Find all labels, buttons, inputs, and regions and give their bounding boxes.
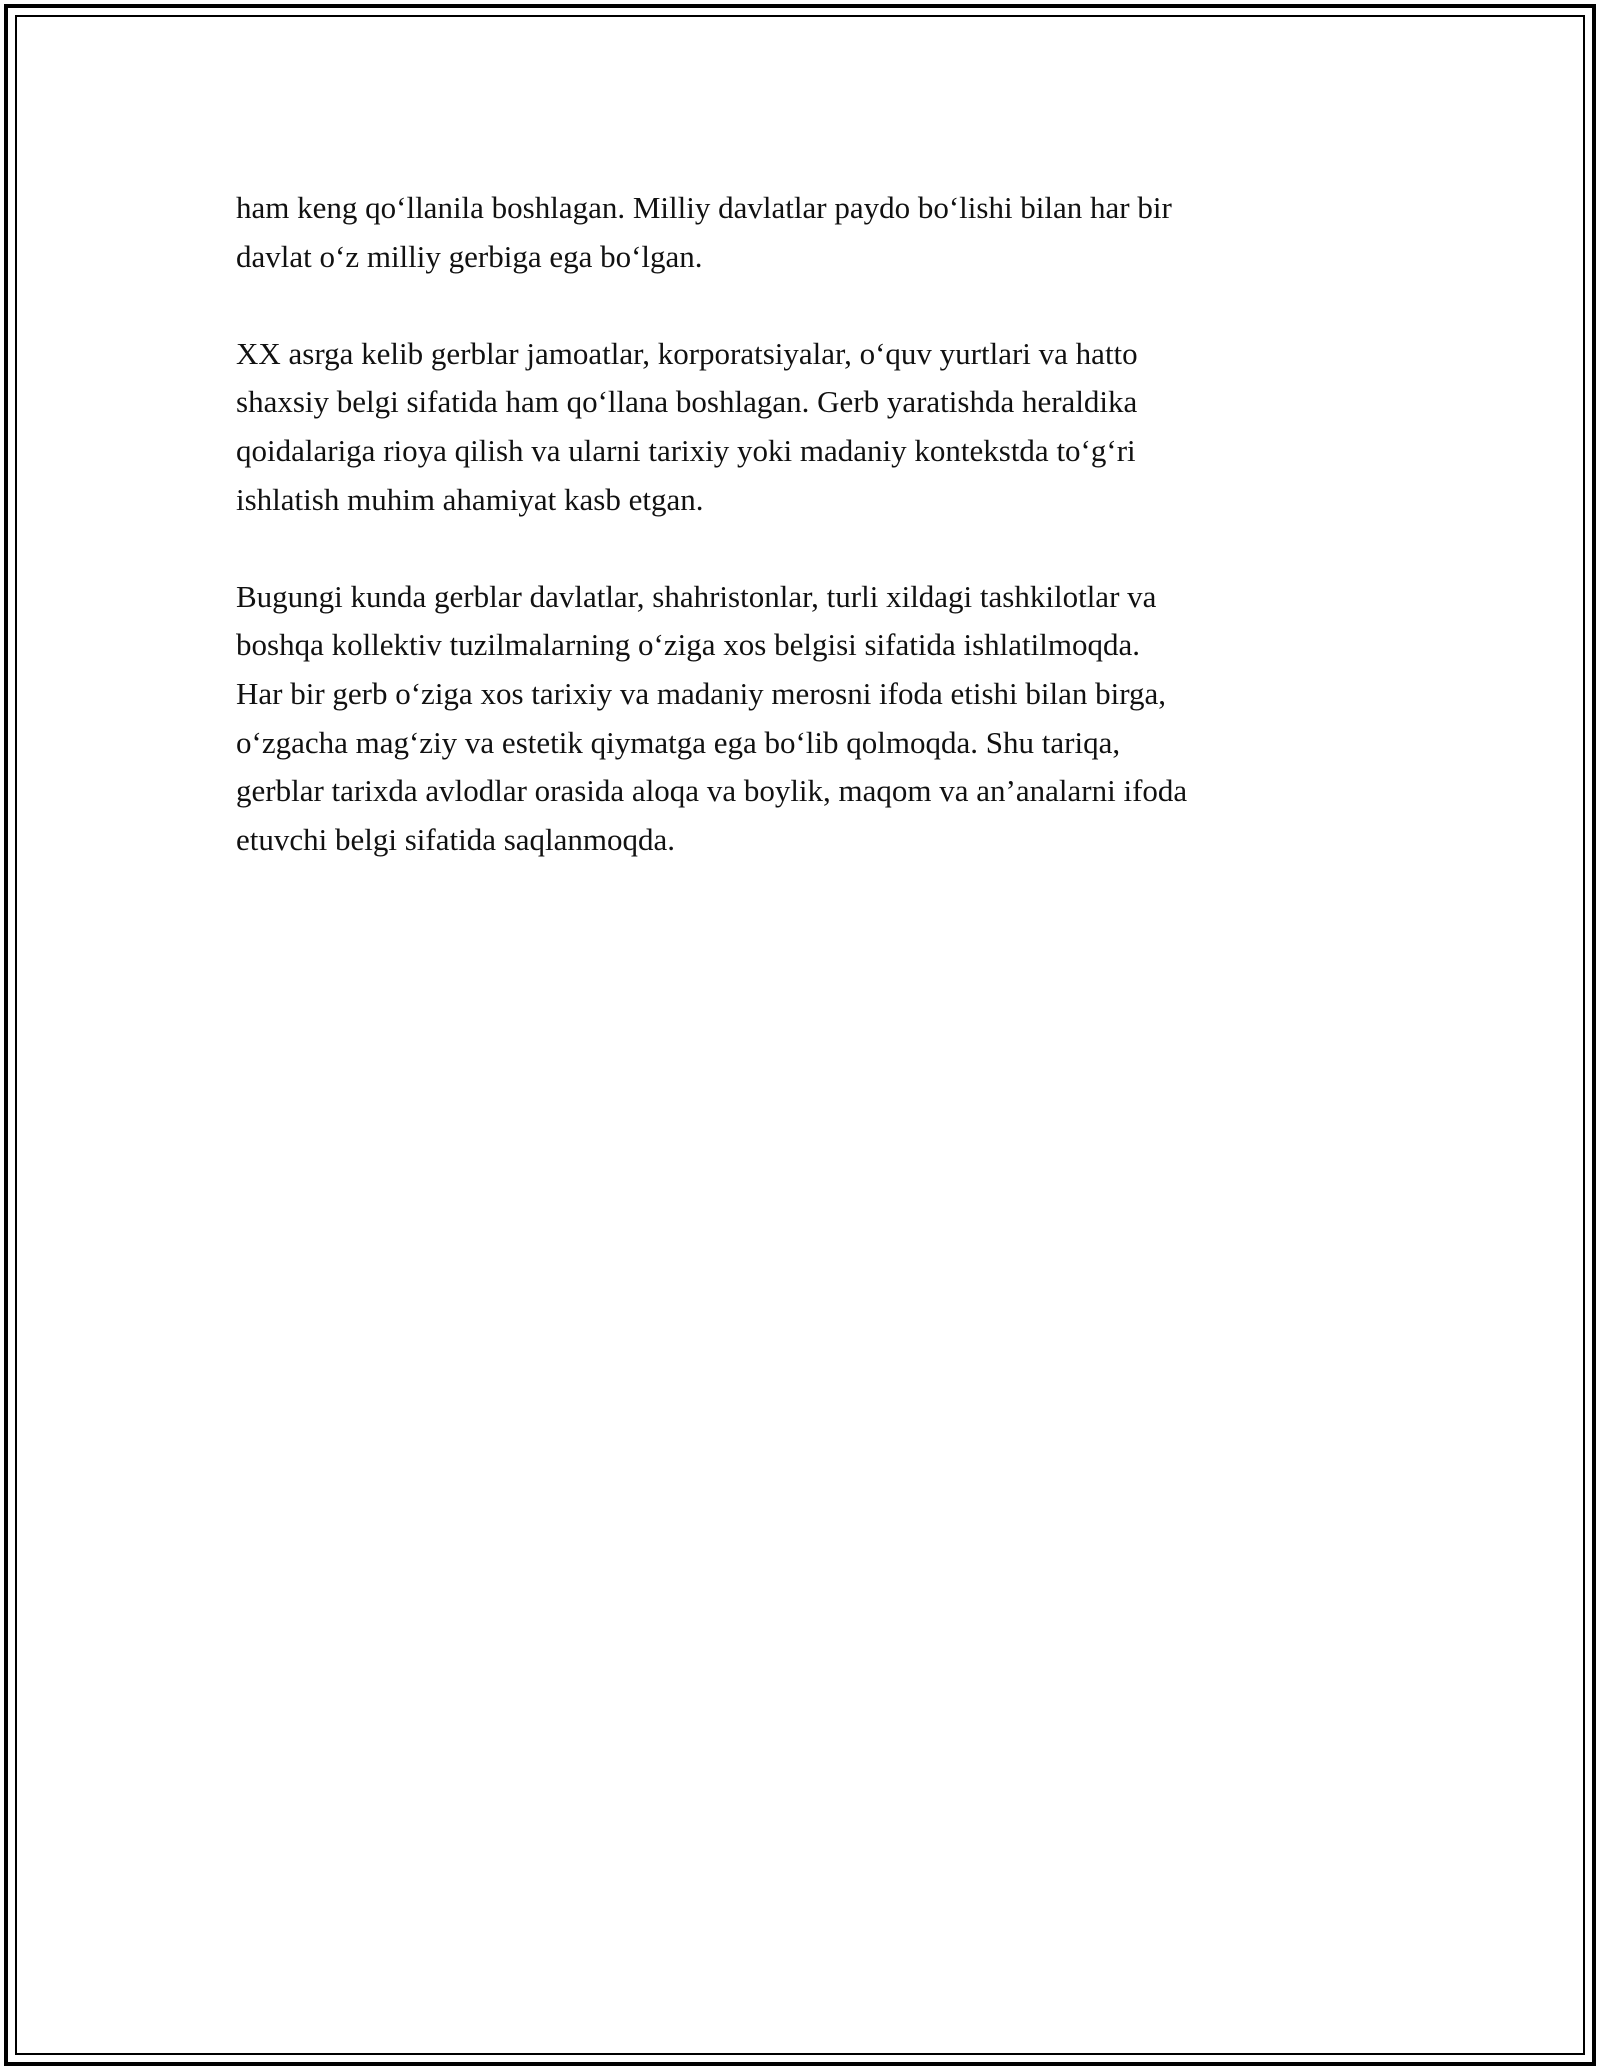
text-line: Har bir gerb o‘ziga xos tarixiy va madaniy merosni ifoda etishi bilan birga,	[236, 675, 1167, 711]
text-line: davlat o‘z milliy gerbiga ega bo‘lgan.	[236, 238, 703, 274]
text-line: o‘zgacha mag‘ziy va estetik qiymatga ega bo‘lib qolmoqda. Shu tariqa,	[236, 724, 1121, 760]
paragraph-1	[236, 184, 1376, 281]
paragraph-3	[236, 573, 1376, 865]
text-line: ham keng qo‘llanila boshlagan. Milliy davlatlar paydo bo‘lishi bilan har bir	[236, 190, 1172, 225]
paragraph-2	[236, 330, 1376, 524]
document-body	[236, 184, 1376, 913]
text-line: qoidalariga rioya qilish va ularni tarixiy yoki madaniy kontekstda to‘g‘ri	[236, 432, 1136, 468]
text-line: boshqa kollektiv tuzilmalarning o‘ziga xos belgisi sifatida ishlatilmoqda.	[236, 627, 1140, 663]
text-line: gerblar tarixda avlodlar orasida aloqa va boylik, maqom va an’analarni ifoda	[236, 773, 1188, 809]
text-line: shaxsiy belgi sifatida ham qo‘llana boshlagan. Gerb yaratishda heraldika	[236, 384, 1138, 420]
text-line: ishlatish muhim ahamiyat kasb etgan.	[236, 481, 704, 517]
text-line: Bugungi kunda gerblar davlatlar, shahristonlar, turli xildagi tashkilotlar va	[236, 578, 1157, 614]
text-line: etuvchi belgi sifatida saqlanmoqda.	[236, 821, 676, 857]
text-line: XX asrga kelib gerblar jamoatlar, korporatsiyalar, o‘quv yurtlari va hatto	[236, 335, 1138, 371]
